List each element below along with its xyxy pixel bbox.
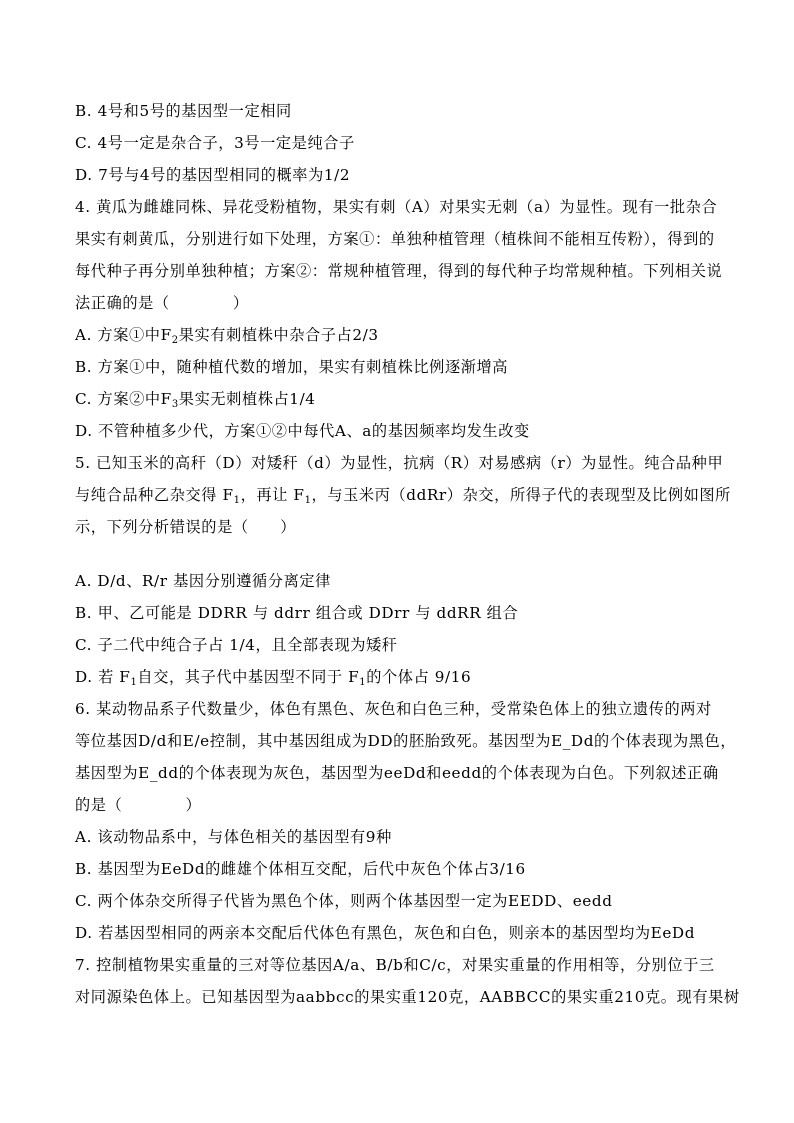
question-5-stem-line: 与纯合品种乙杂交得 $F_1$，再让 $F_1$，与玉米丙（ddRr）杂交，所得子代的表现型及比例如图所 bbox=[75, 486, 731, 506]
option-c-q3: C. 4号一定是杂合子，3号一定是纯合子 bbox=[75, 134, 355, 152]
question-6-stem: 6. 某动物品系子代数量少，体色有黑色、灰色和白色三种，受常染色体上的独立遗传的两对 bbox=[75, 700, 712, 718]
option-b-q3: B. 4号和5号的基因型一定相同 bbox=[75, 102, 292, 120]
option-d-q3: D. 7号与4号的基因型相同的概率为1/2 bbox=[75, 166, 351, 184]
option-b-q6: B. 基因型为EeDd的雌雄个体相互交配，后代中灰色个体占3/16 bbox=[75, 860, 526, 878]
option-c-q6: C. 两个体杂交所得子代皆为黑色个体，则两个体基因型一定为EEDD、eedd bbox=[75, 892, 613, 910]
option-d-q4: D. 不管种植多少代，方案①②中每代A、a的基因频率均发生改变 bbox=[75, 422, 530, 440]
option-c-q5: C. 子二代中纯合子占 1/4，且全部表现为矮秆 bbox=[75, 636, 398, 654]
option-b-q4: B. 方案①中，随种植代数的增加，果实有刺植株比例逐渐增高 bbox=[75, 358, 509, 376]
question-6-stem-line: 等位基因D/d和E/e控制，其中基因组成为DD的胚胎致死。基因型为E_Dd的个体表现为黑色， bbox=[75, 732, 737, 750]
option-d-q6: D. 若基因型相同的两亲本交配后代体色有黑色，灰色和白色，则亲本的基因型均为EeDd bbox=[75, 924, 696, 942]
question-4-stem-line: 每代种子再分别单独种植；方案②：常规种植管理，得到的每代种子均常规种植。下列相关说 bbox=[75, 262, 723, 280]
option-b-q5: B. 甲、乙可能是 DDRR 与 ddrr 组合或 DDrr 与 ddRR 组合 bbox=[75, 604, 519, 622]
question-4-stem: 4. 黄瓜为雌雄同株、异花受粉植物，果实有刺（A）对果实无刺（a）为显性。现有一批杂合 bbox=[75, 198, 718, 216]
question-5-stem-line: 示，下列分析错误的是（ ） bbox=[75, 518, 297, 536]
question-6-stem-line: 的是（ ） bbox=[75, 796, 202, 814]
option-c-q4: C. 方案②中$F_3$果实无刺植株占1/4 bbox=[75, 390, 316, 410]
question-4-stem-line: 法正确的是（ ） bbox=[75, 294, 249, 312]
question-7-stem: 7. 控制植物果实重量的三对等位基因A/a、B/b和C/c，对果实重量的作用相等，分别位于三 bbox=[75, 956, 715, 974]
question-6-stem-line: 基因型为E_dd的个体表现为灰色，基因型为eeDd和eedd的个体表现为白色。下列叙述正确 bbox=[75, 764, 719, 782]
question-4-stem-line: 果实有刺黄瓜，分别进行如下处理，方案①：单独种植管理（植株间不能相互传粉），得到的 bbox=[75, 230, 715, 248]
question-5-stem: 5. 已知玉米的高秆（D）对矮秆（d）为显性，抗病（R）对易感病（r）为显性。纯合品种甲 bbox=[75, 454, 724, 472]
option-a-q6: A. 该动物品系中，与体色相关的基因型有9种 bbox=[75, 828, 392, 846]
option-a-q5: A. D/d、R/r 基因分别遵循分离定律 bbox=[75, 572, 331, 590]
option-d-q5: D. 若 $F_1$自交，其子代中基因型不同于 $F_1$的个体占 9/16 bbox=[75, 668, 472, 688]
question-7-stem-line: 对同源染色体上。已知基因型为aabbcc的果实重120克，AABBCC的果实重210克。现有果树 bbox=[75, 988, 740, 1006]
option-a-q4: A. 方案①中$F_2$果实有刺植株中杂合子占2/3 bbox=[75, 326, 379, 346]
